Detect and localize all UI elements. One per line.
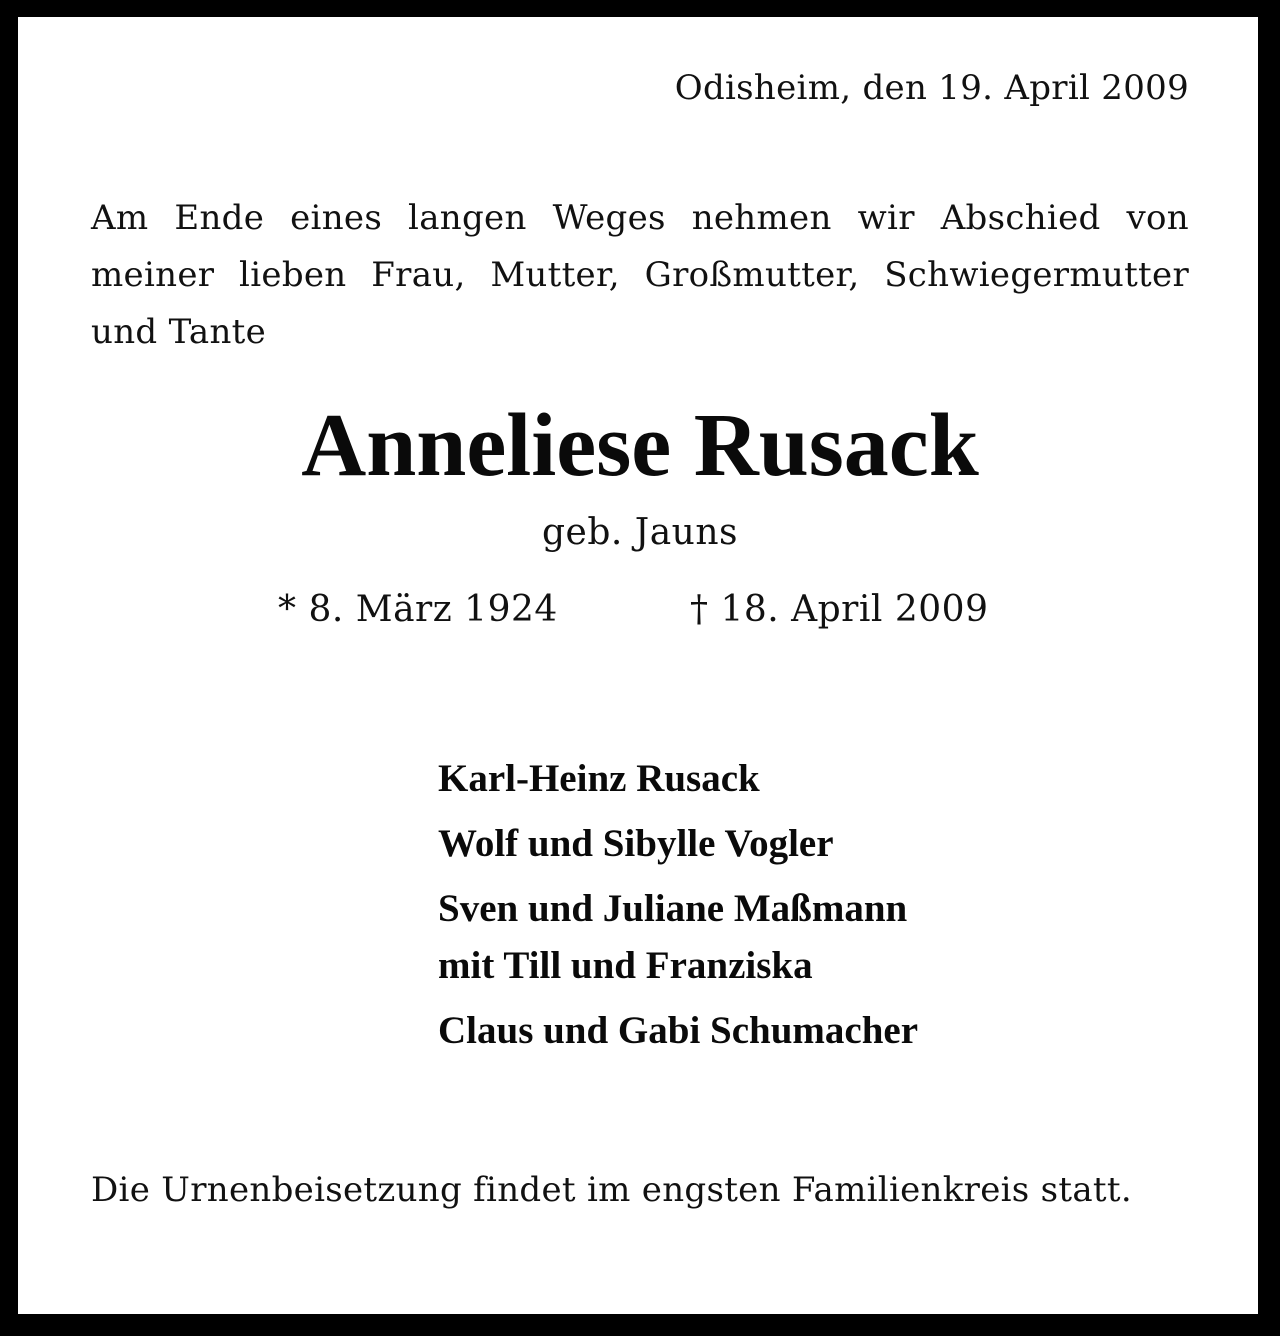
deceased-name: Anneliese Rusack [301,396,979,495]
mourner-name: Claus und Gabi Schumacher [438,1009,919,1052]
place-date: Odisheim, den 19. April 2009 [674,68,1189,108]
intro-text: Am Ende eines langen Weges nehmen wir Abschied von meiner lieben Frau, Mutter, Großmutter, Schwiegermutter und Tante [91,198,1189,352]
mourner-name: Karl-Heinz Rusack [438,757,760,800]
mourner-children: mit Till und Franziska [438,944,813,987]
birth-date: * 8. März 1924 [278,589,558,630]
mourners-list [438,750,918,1067]
death-date: † 18. April 2009 [690,589,989,630]
mourner-name: Sven und Juliane Maßmann [438,887,908,930]
mourner-name: Wolf und Sibylle Vogler [438,822,834,865]
maiden-name: geb. Jauns [541,512,739,553]
closing-text: Die Urnenbeisetzung findet im engsten Familienkreis statt. [91,1170,1132,1210]
